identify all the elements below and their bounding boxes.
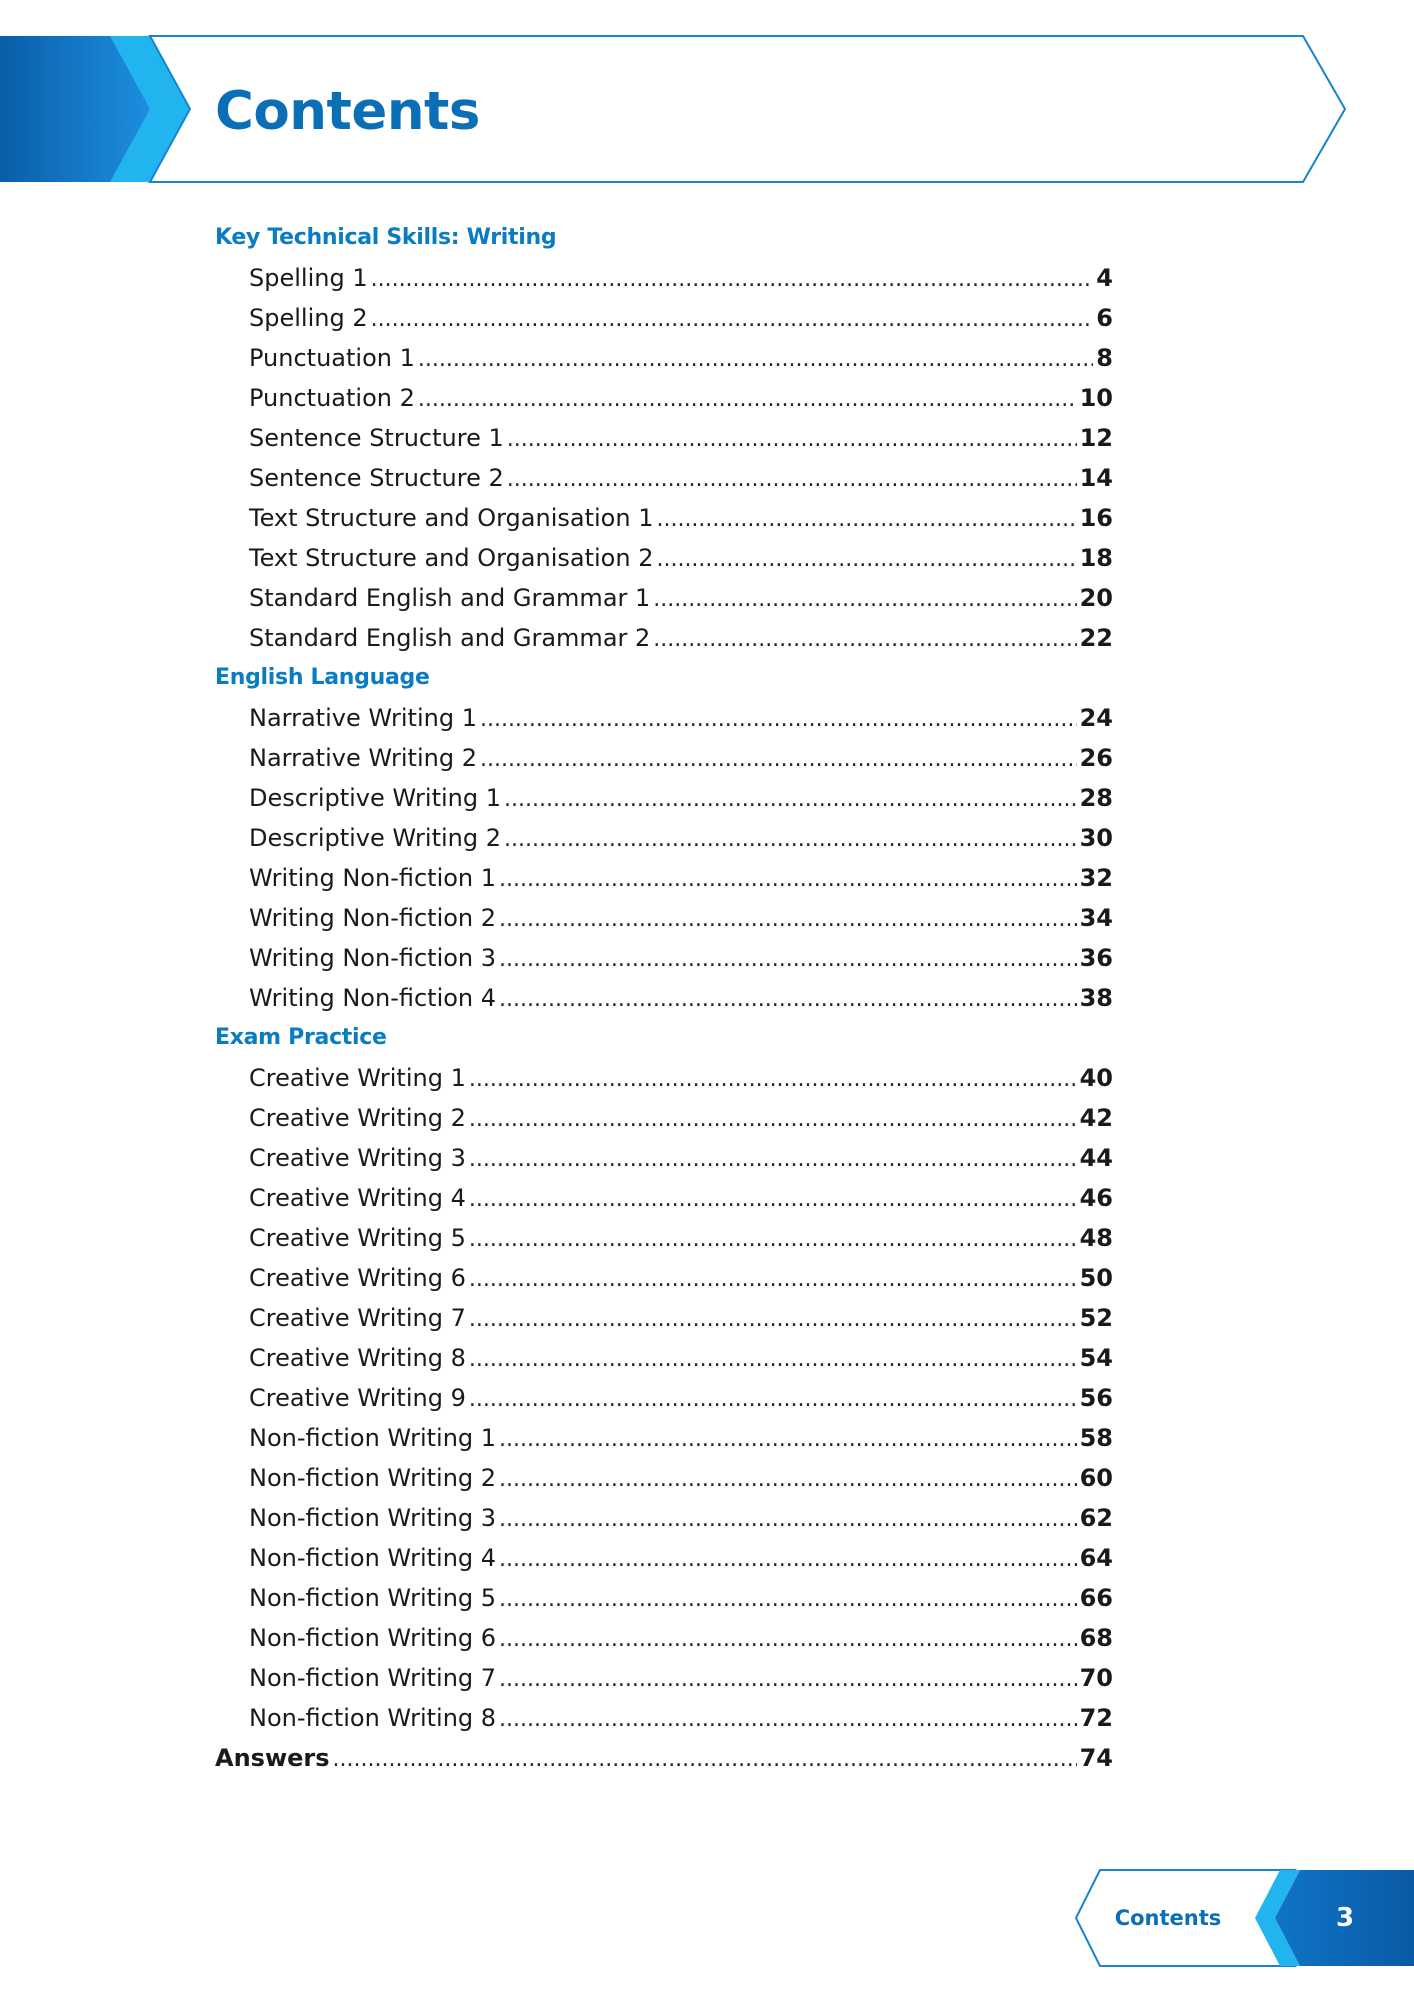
page-number: 3	[1335, 1903, 1355, 1933]
toc-entry-page: 16	[1079, 504, 1113, 532]
toc-entry-page: 22	[1079, 624, 1113, 652]
toc-entry-page: 6	[1096, 304, 1113, 332]
toc-entry-page: 58	[1079, 1424, 1113, 1452]
toc-entry-page: 18	[1079, 544, 1113, 572]
toc-entry-page: 62	[1079, 1504, 1113, 1532]
toc-entry-label: Non-fiction Writing 8	[249, 1704, 497, 1732]
toc-entry-page: 56	[1079, 1384, 1113, 1412]
toc-entry-page: 66	[1079, 1584, 1113, 1612]
toc-entry-label: Standard English and Grammar 2	[249, 624, 651, 652]
toc-entry-label: Answers	[215, 1744, 330, 1772]
toc-entry-label: Non-fiction Writing 2	[249, 1464, 497, 1492]
toc-entry-label: Narrative Writing 2	[249, 744, 477, 772]
toc-entry-label: Creative Writing 4	[249, 1184, 466, 1212]
toc-entry-label: Non-fiction Writing 1	[249, 1424, 497, 1452]
toc-entry-label: Sentence Structure 1	[249, 424, 504, 452]
toc-entry-page: 68	[1079, 1624, 1113, 1652]
toc-entry-label: Non-fiction Writing 6	[249, 1624, 497, 1652]
toc-entry-label: Creative Writing 1	[249, 1064, 466, 1092]
toc-entry-page: 42	[1079, 1104, 1113, 1132]
toc-section-heading: Key Technical Skills: Writing	[215, 225, 557, 250]
toc-entry-label: Standard English and Grammar 1	[249, 584, 651, 612]
toc-entry-label: Creative Writing 6	[249, 1264, 466, 1292]
toc-entry-label: Writing Non-fiction 2	[249, 904, 497, 932]
toc-entry-page: 60	[1079, 1464, 1113, 1492]
toc-entry-label: Creative Writing 7	[249, 1304, 466, 1332]
toc-entry-label: Text Structure and Organisation 2	[249, 544, 654, 572]
toc-entry-label: Spelling 1	[249, 264, 368, 292]
toc-entry-page: 8	[1096, 344, 1113, 372]
toc-entry-page: 20	[1079, 584, 1113, 612]
toc-entry-page: 38	[1079, 984, 1113, 1012]
toc-entry-page: 36	[1079, 944, 1113, 972]
toc-entry-page: 46	[1079, 1184, 1113, 1212]
page-title: Contents	[215, 81, 480, 142]
toc-entry-label: Descriptive Writing 1	[249, 784, 501, 812]
toc-entry-page: 52	[1079, 1304, 1113, 1332]
toc-entry-label: Narrative Writing 1	[249, 704, 477, 732]
toc-entry-label: Non-fiction Writing 5	[249, 1584, 497, 1612]
toc-entry-page: 32	[1079, 864, 1113, 892]
toc-entry-label: Writing Non-fiction 3	[249, 944, 497, 972]
toc-entry-page: 44	[1079, 1144, 1113, 1172]
toc-entry-page: 28	[1079, 784, 1113, 812]
toc-entry-page: 64	[1079, 1544, 1113, 1572]
toc-entry-label: Writing Non-fiction 1	[249, 864, 497, 892]
toc-entry-label: Non-fiction Writing 7	[249, 1664, 497, 1692]
toc-entry-page: 72	[1079, 1704, 1113, 1732]
toc-entry-label: Non-fiction Writing 4	[249, 1544, 497, 1572]
toc-entry-label: Writing Non-fiction 4	[249, 984, 497, 1012]
toc-entry-page: 70	[1079, 1664, 1113, 1692]
toc-entry-label: Punctuation 1	[249, 344, 415, 372]
toc-entry-page: 50	[1079, 1264, 1113, 1292]
toc-entry-page: 24	[1079, 704, 1113, 732]
toc-entry-page: 30	[1079, 824, 1113, 852]
toc-entry-label: Text Structure and Organisation 1	[249, 504, 654, 532]
toc-entry-label: Descriptive Writing 2	[249, 824, 501, 852]
toc-entry-label: Creative Writing 8	[249, 1344, 466, 1372]
toc-entry-label: Creative Writing 2	[249, 1104, 466, 1132]
toc-entry-label: Creative Writing 5	[249, 1224, 466, 1252]
toc-entry-page: 34	[1079, 904, 1113, 932]
toc-entry-page: 10	[1079, 384, 1113, 412]
toc-entry-page: 54	[1079, 1344, 1113, 1372]
toc-entry-page: 26	[1079, 744, 1113, 772]
toc-entry-label: Punctuation 2	[249, 384, 415, 412]
toc-entry-page: 74	[1079, 1744, 1113, 1772]
toc-entry-label: Creative Writing 3	[249, 1144, 466, 1172]
footer-section-label: Contents	[1114, 1906, 1222, 1930]
toc-entry-label: Sentence Structure 2	[249, 464, 504, 492]
toc-entry-page: 40	[1079, 1064, 1113, 1092]
toc-section-heading: Exam Practice	[215, 1025, 387, 1050]
toc-entry-page: 12	[1079, 424, 1113, 452]
toc-entry-label: Creative Writing 9	[249, 1384, 466, 1412]
toc-section-heading: English Language	[215, 665, 430, 690]
toc-entry-page: 4	[1096, 264, 1113, 292]
toc-entry-label: Non-fiction Writing 3	[249, 1504, 497, 1532]
toc-entry-page: 14	[1079, 464, 1113, 492]
toc-entry-page: 48	[1079, 1224, 1113, 1252]
toc-entry-label: Spelling 2	[249, 304, 368, 332]
